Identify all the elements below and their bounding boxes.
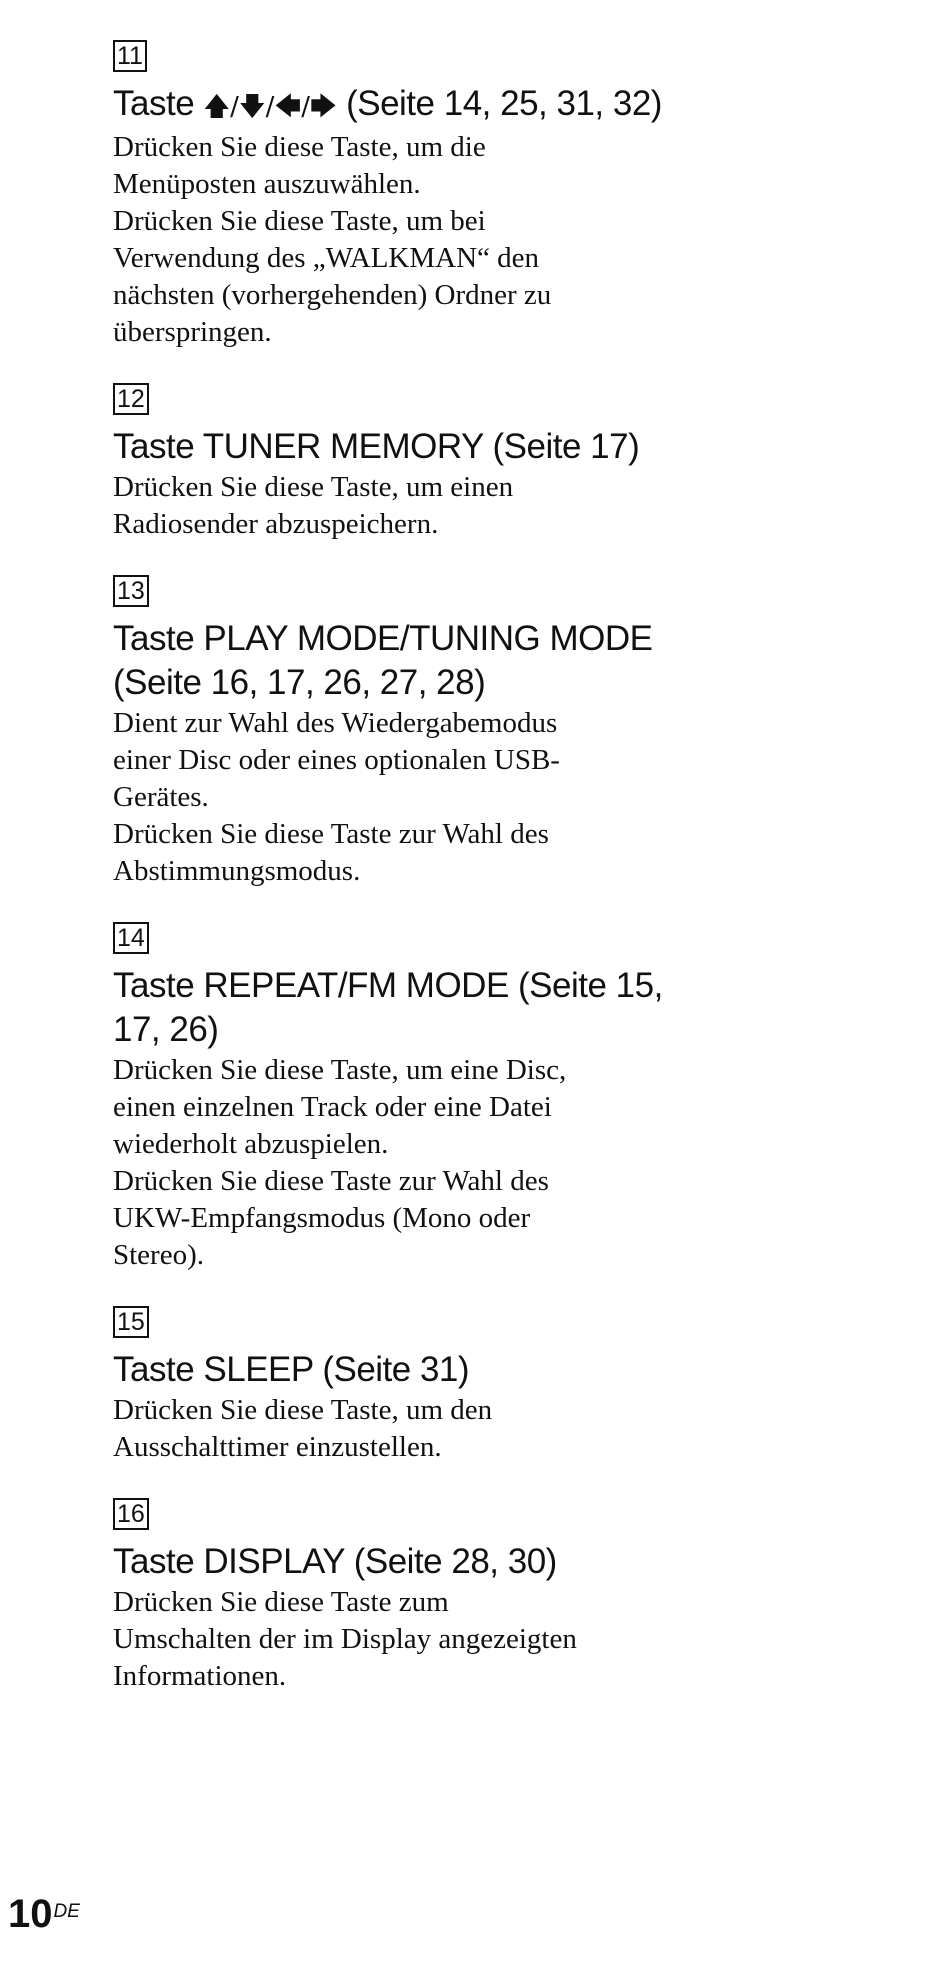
title-line: Taste PLAY MODE/TUNING MODE: [113, 619, 653, 658]
description-line: einen einzelnen Track oder eine Datei: [113, 1091, 552, 1123]
item-number-box: 12: [113, 383, 149, 415]
entry-title: Taste DISPLAY (Seite 28, 30): [113, 1542, 557, 1581]
description-line: Drücken Sie diese Taste zur Wahl des: [113, 1165, 549, 1197]
description-line: Stereo).: [113, 1239, 204, 1271]
description-line: Drücken Sie diese Taste, um bei: [113, 205, 486, 237]
item-number-box: 15: [113, 1306, 149, 1338]
item-number-box: 13: [113, 575, 149, 607]
entry-13: [113, 575, 753, 890]
description-line: wiederholt abzuspielen.: [113, 1128, 389, 1160]
language-code: DE: [53, 1901, 80, 1922]
description-line: UKW-Empfangsmodus (Mono oder: [113, 1202, 531, 1234]
title-prefix: Taste: [113, 84, 204, 123]
title-rest: (Seite 14, 25, 31, 32): [336, 84, 662, 123]
description-line: Umschalten der im Display angezeigten: [113, 1623, 577, 1655]
description-line: Menüposten auszuwählen.: [113, 168, 421, 200]
title-line: Taste REPEAT/FM MODE (Seite 15,: [113, 966, 663, 1005]
entry-description: [113, 1392, 753, 1466]
entry-description: [113, 129, 753, 351]
description-line: Informationen.: [113, 1660, 287, 1692]
entry-description: [113, 705, 753, 890]
entry-title: Taste TUNER MEMORY (Seite 17): [113, 427, 640, 466]
description-line: Dient zur Wahl des Wiedergabemodus: [113, 707, 558, 739]
entry-title: Taste SLEEP (Seite 31): [113, 1350, 470, 1389]
description-line: einer Disc oder eines optionalen USB-: [113, 744, 560, 776]
item-number-box: 14: [113, 922, 149, 954]
description-line: Drücken Sie diese Taste, um eine Disc,: [113, 1054, 567, 1086]
description-line: Ausschalttimer einzustellen.: [113, 1431, 442, 1463]
description-line: Drücken Sie diese Taste, um einen: [113, 471, 514, 503]
entry-16: [113, 1498, 753, 1695]
document-content: [113, 40, 753, 1727]
entry-title: [113, 82, 753, 129]
entry-12: [113, 383, 753, 543]
description-line: Drücken Sie diese Taste, um die: [113, 131, 486, 163]
description-line: überspringen.: [113, 316, 272, 348]
description-line: nächsten (vorhergehenden) Ordner zu: [113, 279, 552, 311]
title-line: 17, 26): [113, 1010, 219, 1049]
entry-15: [113, 1306, 753, 1466]
description-line: Radiosender abzuspeichern.: [113, 508, 439, 540]
description-line: Abstimmungsmodus.: [113, 855, 361, 887]
description-line: Verwendung des „WALKMAN“ den: [113, 242, 540, 274]
description-line: Gerätes.: [113, 781, 209, 813]
entry-description: [113, 1584, 753, 1695]
entry-11: [113, 40, 753, 351]
item-number-box: 16: [113, 1498, 149, 1530]
page-number-value: 10: [8, 1892, 53, 1936]
description-line: Drücken Sie diese Taste zur Wahl des: [113, 818, 549, 850]
entry-14: [113, 922, 753, 1274]
item-number-box: 11: [113, 40, 147, 72]
page-number: [8, 1892, 80, 1936]
description-line: Drücken Sie diese Taste zum: [113, 1586, 449, 1618]
description-line: Drücken Sie diese Taste, um den: [113, 1394, 493, 1426]
entry-title: [113, 617, 753, 705]
entry-description: [113, 469, 753, 543]
title-line: (Seite 16, 17, 26, 27, 28): [113, 663, 486, 702]
arrow-keys-icon: 🡅/🡇/🡄/🡆: [203, 92, 337, 122]
entry-title: [113, 964, 753, 1052]
entry-description: [113, 1052, 753, 1274]
